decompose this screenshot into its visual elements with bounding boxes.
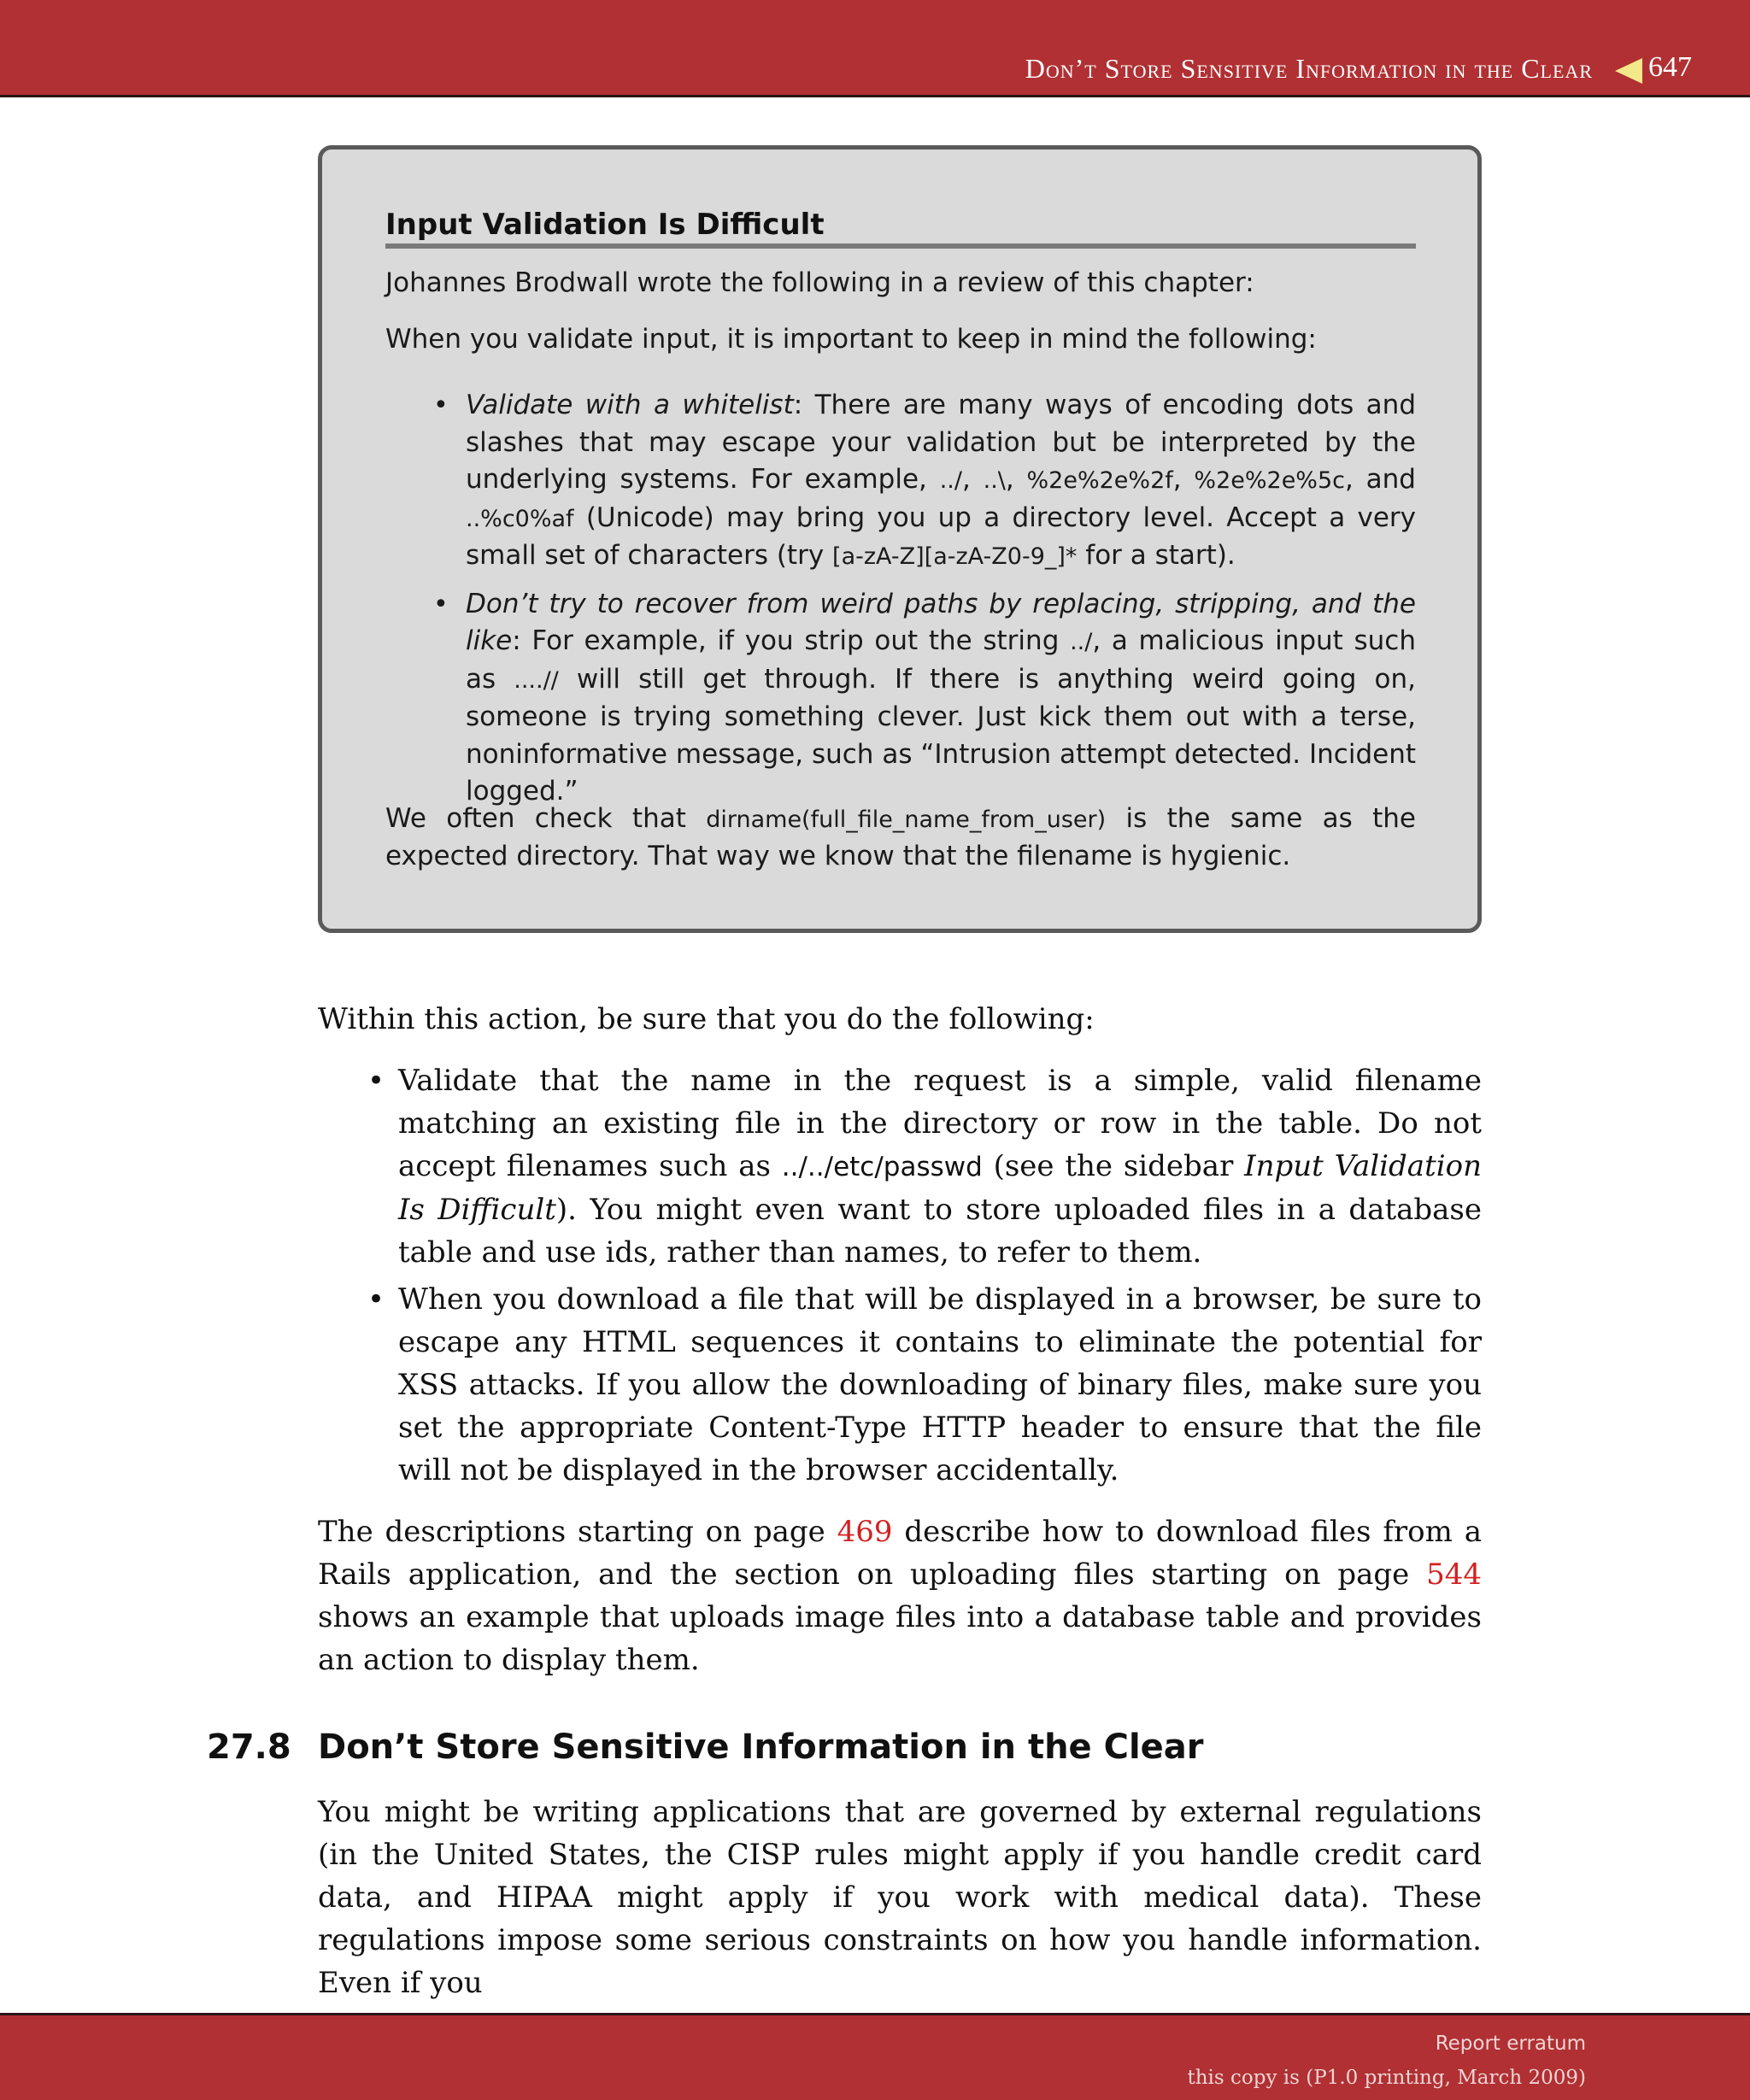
item-text: , <box>961 464 984 495</box>
sidebar-reference: Input Validation Is Difficult <box>398 1149 1482 1227</box>
item-text: (see the sidebar <box>982 1149 1245 1183</box>
code-span: ..%c0%af <box>466 505 574 532</box>
section-title: Don’t Store Sensitive Information in the Clear <box>318 1728 1204 1767</box>
bullet-icon: • <box>433 390 449 420</box>
code-span: ../ <box>1070 629 1093 655</box>
closing-text: is the same as the expected directory. That way we know that the filename is hygienic. <box>385 803 1416 871</box>
para-text: describe how to download files from a Rails application, and the section on uploading files starting on page <box>318 1515 1482 1592</box>
page-number: 647 <box>1648 51 1692 83</box>
bullet-icon: • <box>367 1064 385 1098</box>
closing-text: We often check that <box>385 803 707 834</box>
code-span: ../../etc/passwd <box>781 1152 983 1182</box>
sidebar-list-item <box>385 387 1416 576</box>
item-lead: Validate with a whitelist <box>466 390 794 420</box>
sidebar-list <box>385 387 1416 811</box>
code-span: %2e%2e%2f <box>1026 467 1173 494</box>
item-text: , <box>1172 464 1195 495</box>
para-text: shows an example that uploads image files into a database table and provides an action to display them. <box>318 1600 1482 1677</box>
body-list-item <box>318 1059 1482 1274</box>
sidebar-title: Input Validation Is Difficult <box>385 206 1416 249</box>
copy-info: this copy is (P1.0 printing, March 2009) <box>1187 2067 1586 2089</box>
body-paragraph <box>318 1510 1482 1681</box>
item-text: : For example, if you strip out the string <box>512 625 1071 656</box>
item-text: for a start). <box>1077 540 1236 571</box>
body-list <box>318 1059 1482 1492</box>
bullet-icon: • <box>433 589 449 619</box>
code-span: [a-zA-Z][a-zA-Z0-9_]* <box>832 543 1078 570</box>
code-span: ..\ <box>983 467 1006 494</box>
item-text: , and <box>1345 464 1416 495</box>
sidebar-intro-2: When you validate input, it is important to keep in mind the following: <box>385 324 1317 355</box>
code-span: ....// <box>514 666 559 694</box>
bullet-icon: • <box>367 1282 385 1317</box>
body-list-item <box>318 1278 1482 1492</box>
para-text: The descriptions starting on page <box>318 1515 837 1549</box>
page-link-544[interactable]: 544 <box>1426 1557 1482 1592</box>
sidebar-closing <box>385 801 1416 875</box>
item-text: ). You might even want to store uploaded files in a database table and use ids, rather than names, to refer to them. <box>398 1193 1482 1270</box>
page-footer <box>0 2013 1750 2100</box>
item-lead: Don’t try to recover from weird paths by replacing, stripping, and the like <box>466 588 1416 656</box>
code-span: %2e%2e%5c <box>1194 467 1345 494</box>
item-text: : There are many ways of encoding dots and slashes that may escape your validation but be interpreted by the underlying systems. For example, <box>466 390 1416 495</box>
item-text: , <box>1005 464 1027 495</box>
section-number: 27.8 <box>207 1728 291 1767</box>
section-paragraph: You might be writing applications that are governed by external regulations (in the United States, the CISP rules might apply if you handle credit card data, and HIPAA might apply if you work with medical data). These regulations impose some serious constraints on how you handle information. Even if you <box>318 1795 1482 2000</box>
triangle-left-icon <box>1615 58 1642 84</box>
item-text: , a malicious input such as <box>466 625 1416 695</box>
body-intro: Within this action, be sure that you do the following: <box>318 1002 1095 1036</box>
code-span: ../ <box>939 467 962 494</box>
item-text: When you download a file that will be displayed in a browser, be sure to escape any HTML sequences it contains to eliminate the potential for XSS attacks. If you allow the downloading of binary files, make sure you set the appropriate Content-Type HTTP header to ensure that the file will not be displayed in the browser accidentally. <box>398 1282 1482 1487</box>
sidebar-box <box>318 145 1482 933</box>
page-link-469[interactable]: 469 <box>837 1515 893 1549</box>
running-title: Don’t Store Sensitive Information in the Clear <box>1025 53 1593 84</box>
page-header <box>0 0 1750 97</box>
item-text: Validate that the name in the request is a simple, valid filename matching an existing file in the directory or row in the table. Do not accept filenames such as <box>398 1064 1482 1183</box>
item-text: will still get through. If there is anything weird going on, someone is trying something clever. Just kick them out with a terse, noninformative message, such as “Intrusion attempt detected. Incident logged.” <box>466 663 1416 807</box>
item-text: (Unicode) may bring you up a directory level. Accept a very small set of characters (try <box>466 502 1416 571</box>
sidebar-intro-1: Johannes Brodwall wrote the following in a review of this chapter: <box>385 267 1254 298</box>
sidebar-list-item <box>385 586 1416 811</box>
report-erratum-link[interactable]: Report erratum <box>1435 2033 1586 2055</box>
code-span: dirname(full_file_name_from_user) <box>706 807 1107 833</box>
